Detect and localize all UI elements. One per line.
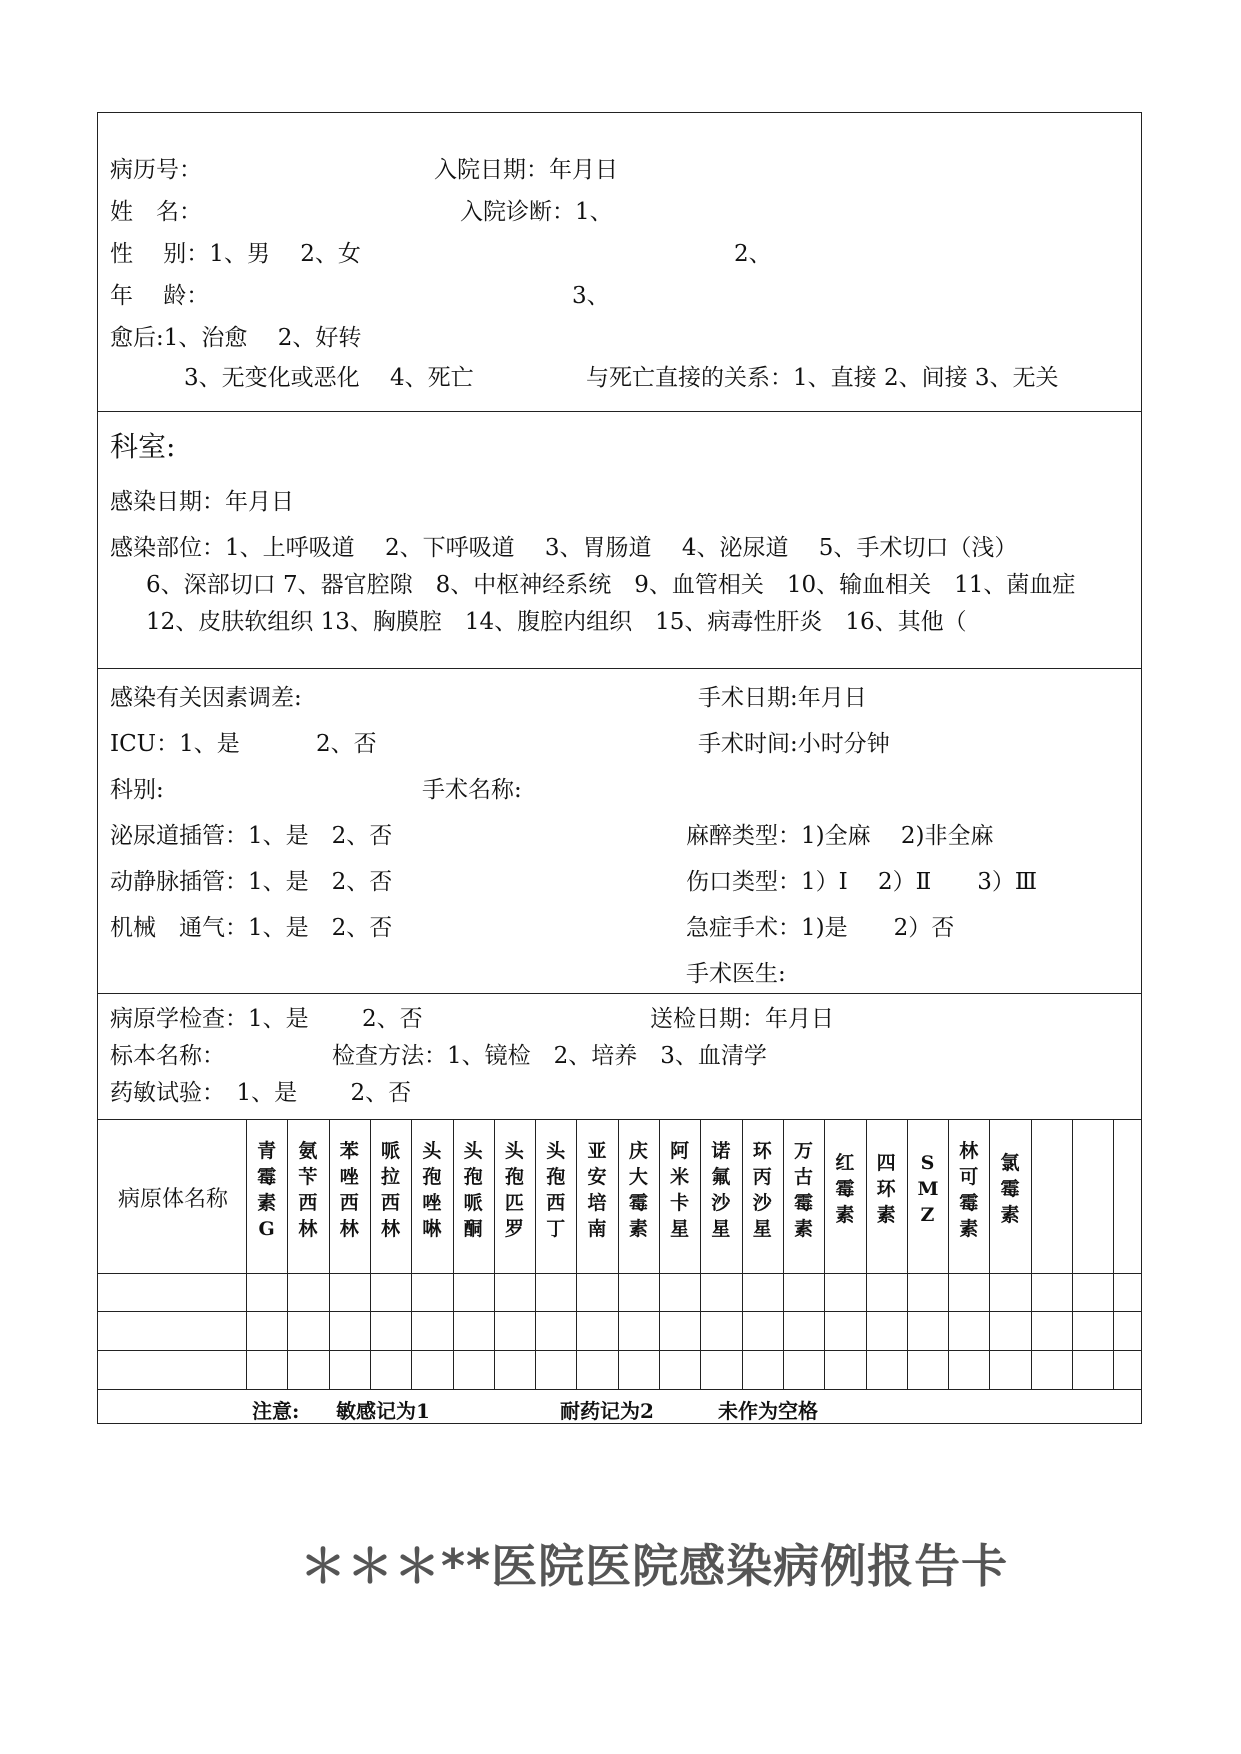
admit-diagnosis-label: 入院诊断：1、 [460,199,613,225]
drug-header-15: 四环素 [876,1152,896,1226]
drug-header-14: 红霉素 [835,1152,855,1226]
mechanical-ventilation-options: 机械 通气：1、是 2、否 [110,915,393,941]
table-column-line [576,1119,577,1389]
table-column-line [824,1119,825,1389]
drug-header-6: 头孢匹罗 [504,1140,524,1240]
table-column-line [700,1119,701,1389]
table-column-line [329,1119,330,1389]
surgeon-label: 手术医生: [686,961,786,987]
table-row-line [97,1350,1142,1351]
icu-options: ICU：1、是 2、否 [110,731,377,757]
table-column-line [742,1119,743,1389]
table-column-line [246,1119,247,1389]
table-column-line [989,1119,990,1389]
record-number-label: 病历号： [110,157,202,183]
drug-header-10: 阿米卡星 [670,1140,690,1240]
surgery-time-label: 手术时间:小时分钟 [698,731,890,757]
anesthesia-type-options: 麻醉类型：1)全麻 2)非全麻 [686,823,994,849]
specimen-name-label: 标本名称： [110,1043,225,1069]
note-resistant: 耐药记为2 [560,1399,654,1423]
drug-header-3: 哌拉西林 [381,1140,401,1240]
gender-options: 性 别：1、男 2、女 [110,241,361,267]
drug-header-2: 苯唑西林 [339,1140,359,1240]
drug-header-7: 头孢西丁 [546,1140,566,1240]
table-column-line [1031,1119,1032,1389]
outcome-options-1: 愈后:1、治愈 2、好转 [110,325,362,351]
note-label: 注意: [252,1399,300,1423]
drug-header-12: 环丙沙星 [752,1140,772,1240]
diagnosis-3-label: 3、 [572,283,610,309]
note-blank: 未作为空格 [718,1399,818,1423]
table-column-line [783,1119,784,1389]
infection-site-line-2: 6、深部切口 7、器官腔隙 8、中枢神经系统 9、血管相关 10、输血相关 11、菌血症 [146,572,1076,598]
table-row-line [97,1389,1142,1390]
table-row-line [97,1273,1142,1274]
drug-header-18: 氯霉素 [1000,1152,1020,1226]
drug-header-13: 万古霉素 [794,1140,814,1240]
table-column-line [659,1119,660,1389]
section-divider [97,668,1142,669]
drug-header-1: 氨苄西林 [298,1140,318,1240]
death-relation-options: 与死亡直接的关系：1、直接 2、间接 3、无关 [586,365,1059,391]
drug-header-9: 庆大霉素 [628,1140,648,1240]
vascular-catheter-options: 动静脉插管：1、是 2、否 [110,869,393,895]
note-sensitive: 敏感记为1 [336,1399,430,1423]
infection-site-line-3: 12、皮肤软组织 13、胸膜腔 14、腹腔内组织 15、病毒性肝炎 16、其他（ [146,609,967,635]
admit-date-label: 入院日期：年月日 [434,157,618,183]
sensitivity-test-options: 药敏试验： 1、是 2、否 [110,1080,412,1106]
table-top-line [97,1119,1142,1120]
infection-site-line-1: 感染部位：1、上呼吸道 2、下呼吸道 3、胃肠道 4、泌尿道 5、手术切口（浅） [110,535,1018,561]
name-label: 姓 名： [110,199,202,225]
section-divider [97,993,1142,994]
drug-header-8: 亚安培南 [587,1140,607,1240]
sample-send-date-label: 送检日期：年月日 [650,1006,834,1032]
table-column-line [866,1119,867,1389]
table-column-line [535,1119,536,1389]
surgery-date-label: 手术日期:年月日 [698,685,867,711]
table-column-line [1113,1119,1114,1389]
wound-type-options: 伤口类型：1）Ⅰ 2）Ⅱ 3）Ⅲ [686,869,1038,895]
table-column-line [1072,1119,1073,1389]
table-column-line [370,1119,371,1389]
report-card-frame [97,112,1142,1424]
table-column-line [494,1119,495,1389]
drug-header-4: 头孢唑啉 [422,1140,442,1240]
pathogen-name-header: 病原体名称 [118,1187,229,1212]
section-divider [97,411,1142,412]
infection-date-label: 感染日期：年月日 [110,489,294,515]
table-column-line [287,1119,288,1389]
drug-header-17: 林可霉素 [959,1140,979,1240]
urinary-catheter-options: 泌尿道插管：1、是 2、否 [110,823,393,849]
drug-header-16: SMZ [917,1152,939,1226]
drug-header-0: 青霉素G [257,1140,277,1240]
table-column-line [948,1119,949,1389]
exam-method-options: 检查方法：1、镜检 2、培养 3、血清学 [332,1043,767,1069]
report-card-title: ＊＊＊**医院医院感染病例报告卡 [300,1539,1009,1593]
age-label: 年 龄： [110,283,210,309]
table-column-line [618,1119,619,1389]
diagnosis-2-label: 2、 [734,241,772,267]
drug-header-11: 诺氟沙星 [711,1140,731,1240]
surgery-name-label: 手术名称: [422,777,522,803]
pathogen-exam-options: 病原学检查：1、是 2、否 [110,1006,423,1032]
table-column-line [907,1119,908,1389]
drug-header-5: 头孢哌酮 [463,1140,483,1240]
outcome-options-2: 3、无变化或恶化 4、死亡 [184,365,474,391]
table-row-line [97,1311,1142,1312]
factors-title: 感染有关因素调差: [110,685,302,711]
department-label: 科室: [110,430,176,463]
table-column-line [411,1119,412,1389]
emergency-surgery-options: 急症手术：1)是 2）否 [686,915,955,941]
table-column-line [453,1119,454,1389]
ward-label: 科别: [110,777,164,803]
